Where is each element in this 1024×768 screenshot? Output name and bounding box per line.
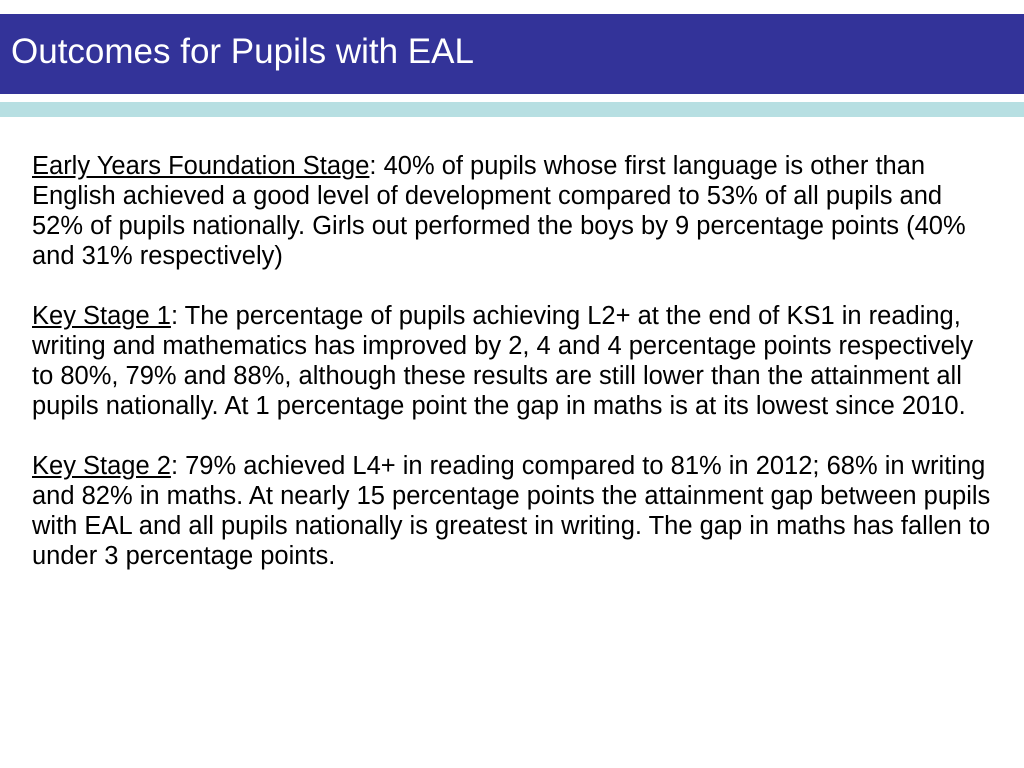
paragraph-early-years <box>32 151 992 271</box>
paragraph-text-key-stage-2: : 79% achieved L4+ in reading compared to 81% in 2012; 68% in writing and 82% in maths. At nearly 15 percentage points the attainment gap between pupils with EAL and all pupils nationally is greatest in writing. The gap in maths has fallen to under 3 percentage points. <box>32 452 991 570</box>
paragraph-heading-early-years: Early Years Foundation Stage <box>32 152 370 180</box>
slide-title: Outcomes for Pupils with EAL <box>11 32 474 71</box>
paragraph-key-stage-1 <box>32 301 992 421</box>
title-bar <box>0 14 1024 94</box>
slide-body <box>32 151 992 601</box>
paragraph-text-early-years: : 40% of pupils whose first language is other than English achieved a good level of development compared to 53% of all pupils and 52% of pupils nationally. Girls out performed the boys by 9 percentage points (40% and 31% respectively) <box>32 152 966 270</box>
paragraph-text-key-stage-1: : The percentage of pupils achieving L2+ at the end of KS1 in reading, writing and mathematics has improved by 2, 4 and 4 percentage points respectively to 80%, 79% and 88%, although these results are still lower than the attainment all pupils nationally. At 1 percentage point the gap in maths is at its lowest since 2010. <box>32 302 974 420</box>
paragraph-key-stage-2 <box>32 451 992 571</box>
paragraph-heading-key-stage-1: Key Stage 1 <box>32 302 171 330</box>
paragraph-heading-key-stage-2: Key Stage 2 <box>32 452 171 480</box>
accent-divider <box>0 102 1024 117</box>
